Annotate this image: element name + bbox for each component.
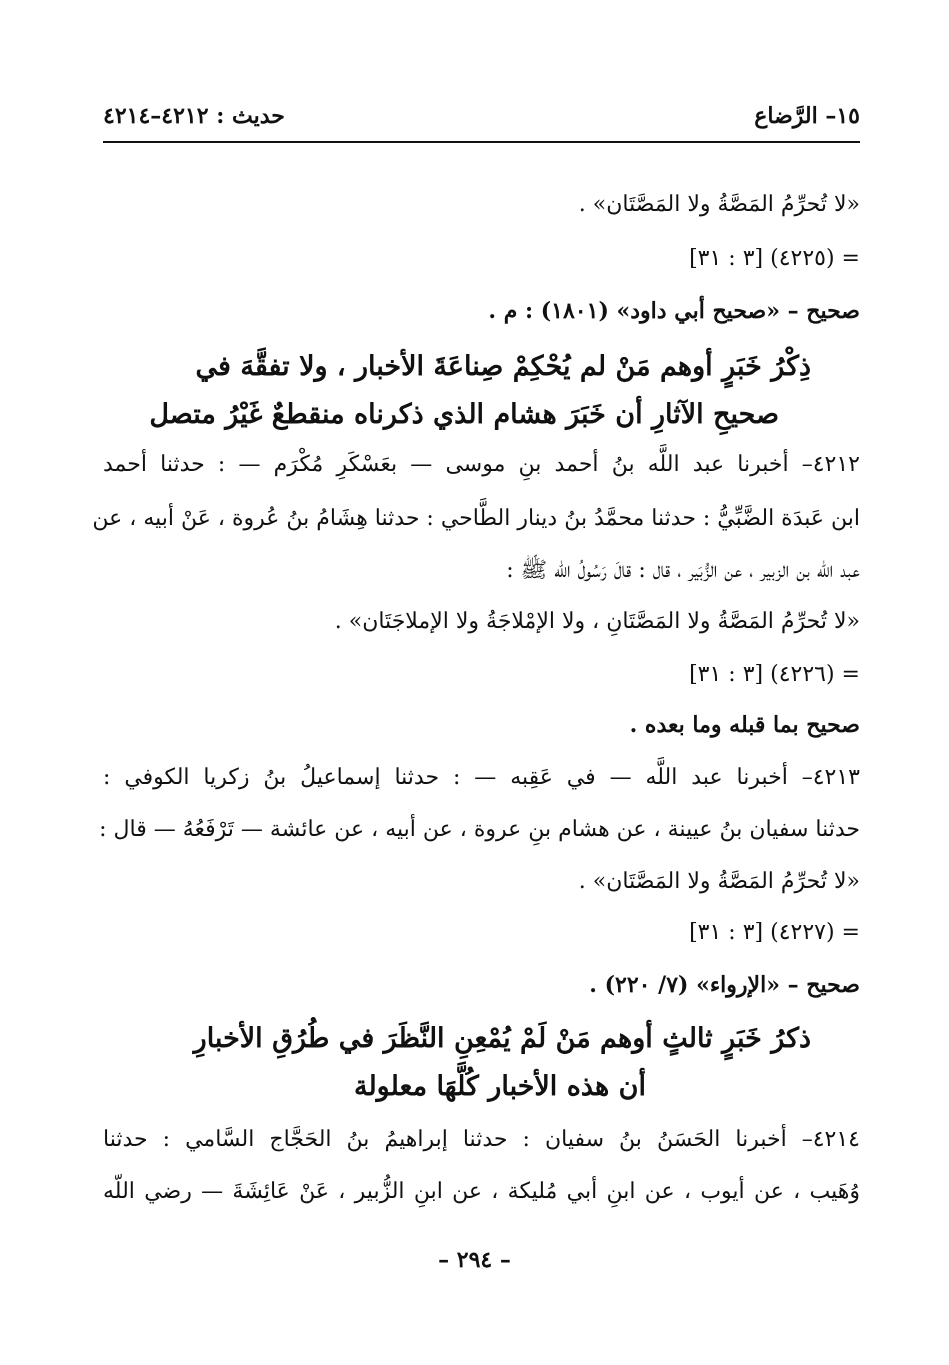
paragraph-line: ابن عَبدَة الضَّبِّيُّ : حدثنا محمَّدُ بنُ دينار الطَّاحي : حدثنا هِشَامُ بنُ عُروة ، عَنْ أبيه ، عن <box>92 506 860 531</box>
paragraph-line: عبد اللّه بن الزبير ، عن الزُّبَير ، قال : قالَ رَسُولُ اللّه ﷺ : <box>506 558 860 583</box>
grading-line: صحيح بما قبله وما بعده . <box>629 712 860 738</box>
reference-line: = (٤٢٢٧) [٣ : ٣١] <box>689 920 860 945</box>
paragraph-line: ٤٢١٤– أخبرنا الحَسَنُ بنُ سفيان : حدثنا إبراهيمُ بنُ الحَجَّاج السَّامي : حدثنا <box>103 1127 860 1152</box>
page-header <box>103 103 860 139</box>
hadith-text-line: «لا تُحرِّمُ المَصَّةُ ولا المَصَّتَان» . <box>578 192 860 217</box>
hadith-text-line: «لا تُحرِّمُ المَصَّةُ ولا المَصَّتَانِ ، ولا الإمْلاجَةُ ولا الإملاجَتَان» . <box>334 609 860 634</box>
paragraph-line: ٤٢١٢– أخبرنا عبد اللَّه بنُ أحمد بنِ موسى — بعَسْكَرِ مُكْرَم — : حدثنا أحمد <box>103 452 860 477</box>
grading-line: صحيح – «الإرواء» (٧/ ٢٢٠) . <box>589 972 860 998</box>
hadith-range: حديث : ٤٢١٢–٤٢١٤ <box>103 103 285 129</box>
paragraph-line: حدثنا سفيان بنُ عيينة ، عن هشام بنِ عروة ، عن أبيه ، عن عائشة — تَرْفَعُهُ — قال : <box>99 817 860 842</box>
section-heading-line: صحيحِ الآثارِ أن خَبَرَ هشام الذي ذكرناه منقطعٌ غَيْرُ متصل <box>149 399 779 430</box>
chapter-title: ١٥– الرَّضاع <box>754 103 860 129</box>
page-number: – ٢٩٤ – <box>438 1247 511 1273</box>
paragraph-line: ٤٢١٣– أخبرنا عبد اللَّه — في عَقِبه — : حدثنا إسماعيلُ بنُ زكريا الكوفي : <box>103 765 860 790</box>
paragraph-line: وُهَيب ، عن أيوب ، عن ابنِ أبي مُليكة ، عن ابنِ الزُّبير ، عَنْ عَائِشَةَ — رضي اللّه <box>103 1179 860 1204</box>
section-heading-line: ذِكْرُ خَبَرٍ أوهم مَنْ لم يُحْكِمْ صِناعَةَ الأخبار ، ولا تفقَّهَ في <box>195 351 811 382</box>
reference-line: = (٤٢٢٦) [٣ : ٣١] <box>689 662 860 687</box>
reference-line: = (٤٢٢٥) [٣ : ٣١] <box>689 246 860 271</box>
header-divider <box>103 141 860 143</box>
hadith-text-line: «لا تُحرِّمُ المَصَّةُ ولا المَصَّتَان» . <box>578 869 860 894</box>
grading-line: صحيح – «صحيح أبي داود» (١٨٠١) : م . <box>488 298 860 324</box>
section-heading-line: أن هذه الأخبار كُلَّهَا معلولة <box>353 1071 646 1102</box>
section-heading-line: ذكرُ خَبَرٍ ثالثٍ أوهم مَنْ لَمْ يُمْعِنِ النَّظَرَ في طُرُقِ الأخبارِ <box>193 1023 811 1054</box>
